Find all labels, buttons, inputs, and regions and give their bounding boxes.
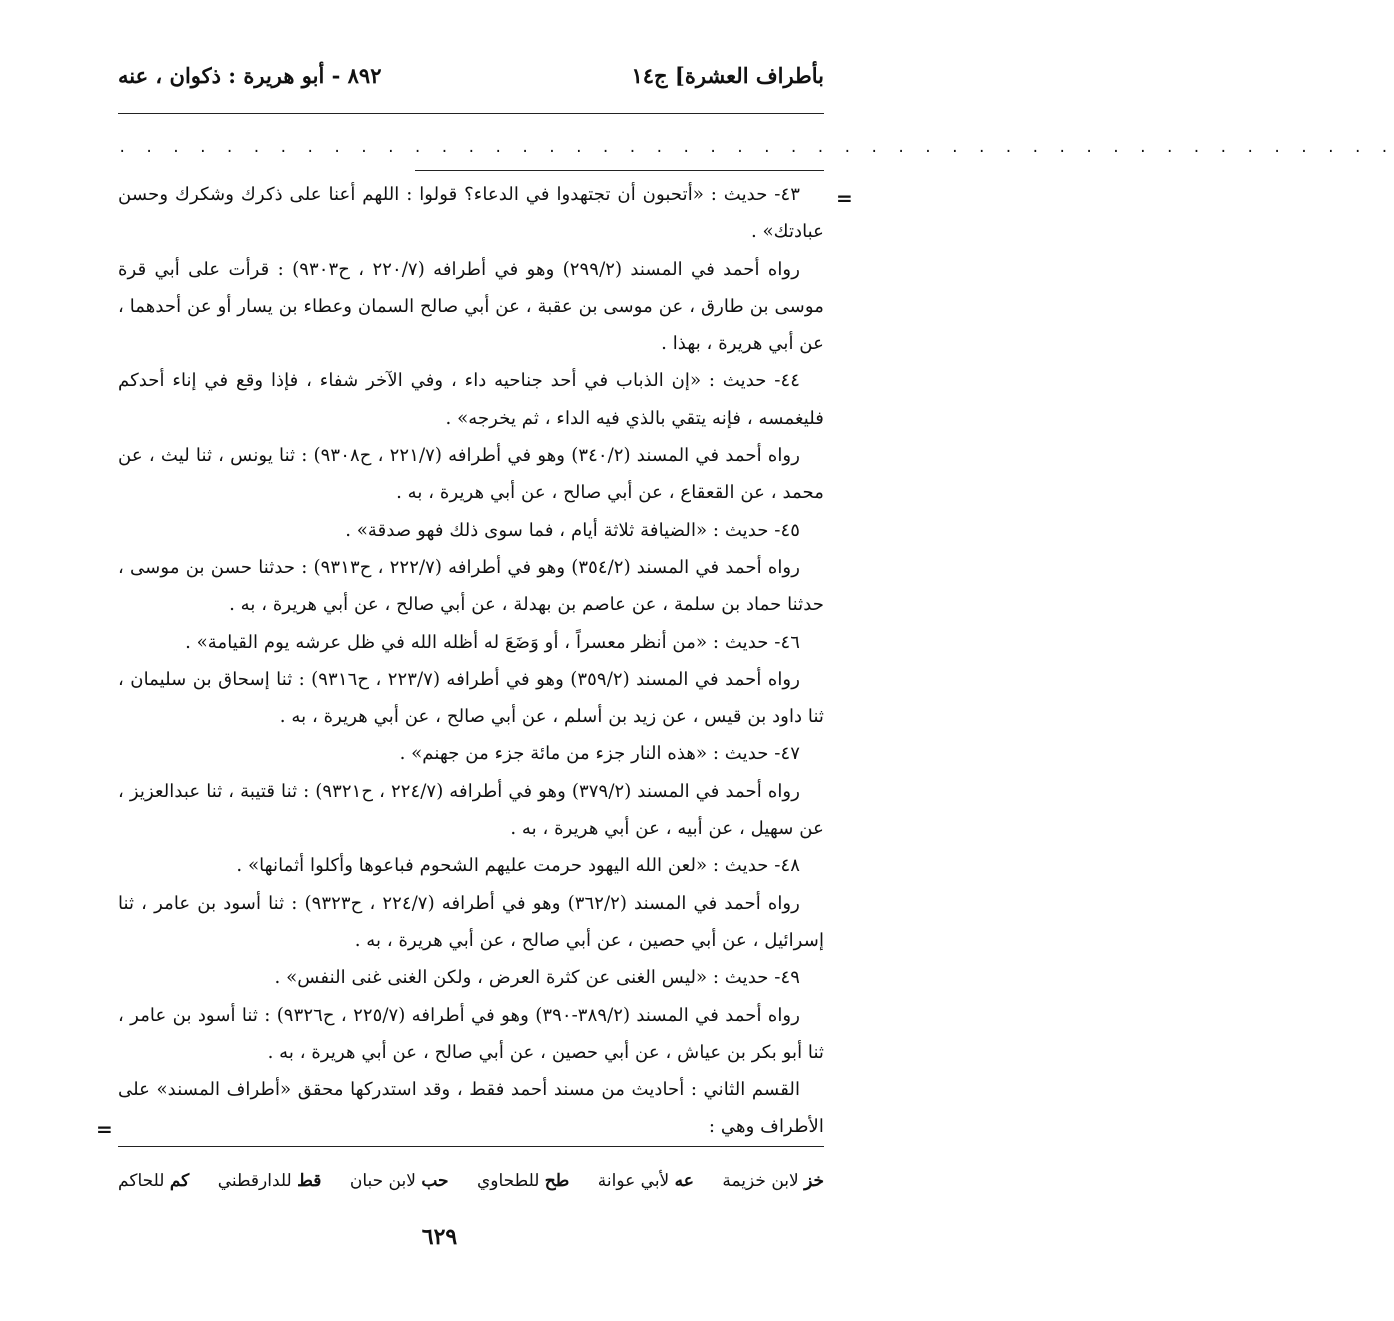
header-rule — [118, 113, 824, 114]
abbreviation-name: للدارقطني — [217, 1171, 292, 1191]
paragraph: رواه أحمد في المسند (٣٨٩/٢-٣٩٠) وهو في أطرافه (٢٢٥/٧ ، ح٩٣٢٦) : ثنا أسود بن عامر ، ثنا أبو بكر بن عياش ، عن أبي حصين ، عن أبي صالح ، عن أبي هريرة ، به . — [118, 1004, 824, 1063]
abbreviation-code: خز — [804, 1171, 824, 1191]
abbreviation-item — [722, 1171, 824, 1191]
abbreviation-code: كم — [169, 1171, 190, 1191]
abbreviation-name: للحاكم — [118, 1171, 165, 1191]
paragraph: ٤٩- حديث : «ليس الغنى عن كثرة العرض ، ولكن الغنى غنى النفس» . — [274, 967, 800, 989]
abbreviation-item — [218, 1171, 322, 1191]
header-volume-title: بأطراف العشرة] ج١٤ — [631, 62, 824, 88]
footer-rule — [118, 1146, 824, 1147]
paragraph: رواه أحمد في المسند (٣٥٤/٢) وهو في أطرافه (٢٢٢/٧ ، ح٩٣١٣) : حدثنا حسن بن موسى ، حدثنا حماد بن سلمة ، عن عاصم بن بهدلة ، عن أبي صالح ، عن أبي هريرة ، به . — [118, 556, 824, 616]
paragraph: رواه أحمد في المسند (٣٥٩/٢) وهو في أطرافه (٢٢٣/٧ ، ح٩٣١٦) : ثنا إسحاق بن سليمان ، ثنا داود بن قيس ، عن زيد بن أسلم ، عن أبي صالح ، عن أبي هريرة ، به . — [118, 668, 824, 728]
paragraph: ٤٣- حديث : «أتحبون أن تجتهدوا في الدعاء؟ قولوا : اللهم أعنا على ذكرك وشكرك وحسن عبادتك» . — [118, 184, 824, 243]
abbreviation-item — [598, 1171, 694, 1191]
page-body — [118, 176, 824, 1146]
abbreviation-item — [350, 1171, 449, 1191]
paragraph: القسم الثاني : أحاديث من مسند أحمد فقط ، وقد استدركها محقق «أطراف المسند» على الأطراف وهي : — [118, 1079, 824, 1138]
paragraph: ٤٤- حديث : «إن الذباب في أحد جناحيه داء ، وفي الآخر شفاء ، فإذا وقع في إناء أحدكم فليغمسه ، فإنه يتقي بالذي فيه الداء ، ثم يخرجه» . — [118, 370, 824, 429]
continuation-mark-top: = — [836, 186, 853, 210]
running-header — [118, 58, 824, 92]
paragraph: رواه أحمد في المسند (٢٩٩/٢) وهو في أطرافه (٢٢٠/٧ ، ح٩٣٠٣) : قرأت على أبي قرة موسى بن طارق ، عن موسى بن عقبة ، عن أبي صالح السمان وعطاء بن يسار أو عن أحدهما ، عن أبي هريرة ، بهذا . — [118, 258, 824, 355]
abbreviation-item — [477, 1171, 569, 1191]
abbreviation-code: عه — [674, 1171, 694, 1191]
page-number: ٦٢٩ — [421, 1224, 458, 1250]
abbreviation-name: لابن حبان — [349, 1171, 416, 1191]
section-rule — [415, 170, 824, 171]
paragraph: رواه أحمد في المسند (٣٦٢/٢) وهو في أطرافه (٢٢٤/٧ ، ح٩٣٢٣) : ثنا أسود بن عامر ، ثنا إسرائيل ، عن أبي حصين ، عن أبي صالح ، عن أبي هريرة ، به . — [118, 892, 824, 951]
separator-dots: . . . . . . . . . . . . . . . . . . . . . . . . . . . . . . . . . . . . . . . . . . . . . . . . — [118, 140, 1394, 156]
paragraph: رواه أحمد في المسند (٣٤٠/٢) وهو في أطرافه (٢٢١/٧ ، ح٩٣٠٨) : ثنا يونس ، ثنا ليث ، عن محمد ، عن القعقاع ، عن أبي صالح ، عن أبي هريرة ، به . — [118, 445, 824, 504]
continuation-mark-bottom: = — [96, 1117, 113, 1141]
paragraph: ٤٧- حديث : «هذه النار جزء من مائة جزء من جهنم» . — [399, 743, 800, 765]
abbreviation-code: حب — [421, 1171, 449, 1191]
abbreviation-key — [118, 1166, 824, 1196]
abbreviation-item — [118, 1171, 189, 1191]
abbreviation-name: للطحاوي — [476, 1171, 540, 1191]
abbreviation-code: قط — [297, 1171, 322, 1191]
header-chapter-title: ٨٩٢ - أبو هريرة : ذكوان ، عنه — [118, 62, 382, 88]
paragraph: ٤٨- حديث : «لعن الله اليهود حرمت عليهم الشحوم فباعوها وأكلوا أثمانها» . — [236, 855, 800, 877]
paragraph: ٤٥- حديث : «الضيافة ثلاثة أيام ، فما سوى ذلك فهو صدقة» . — [345, 519, 800, 541]
paragraph: رواه أحمد في المسند (٣٧٩/٢) وهو في أطرافه (٢٢٤/٧ ، ح٩٣٢١) : ثنا قتيبة ، ثنا عبدالعزيز ، عن سهيل ، عن أبيه ، عن أبي هريرة ، به . — [118, 780, 824, 840]
abbreviation-name: لابن خزيمة — [722, 1171, 799, 1191]
abbreviation-code: طح — [544, 1171, 570, 1191]
abbreviation-name: لأبي عوانة — [597, 1171, 670, 1191]
paragraph: ٤٦- حديث : «من أنظر معسراً ، أو وَضَعَ له أظله الله في ظل عرشه يوم القيامة» . — [185, 631, 800, 653]
